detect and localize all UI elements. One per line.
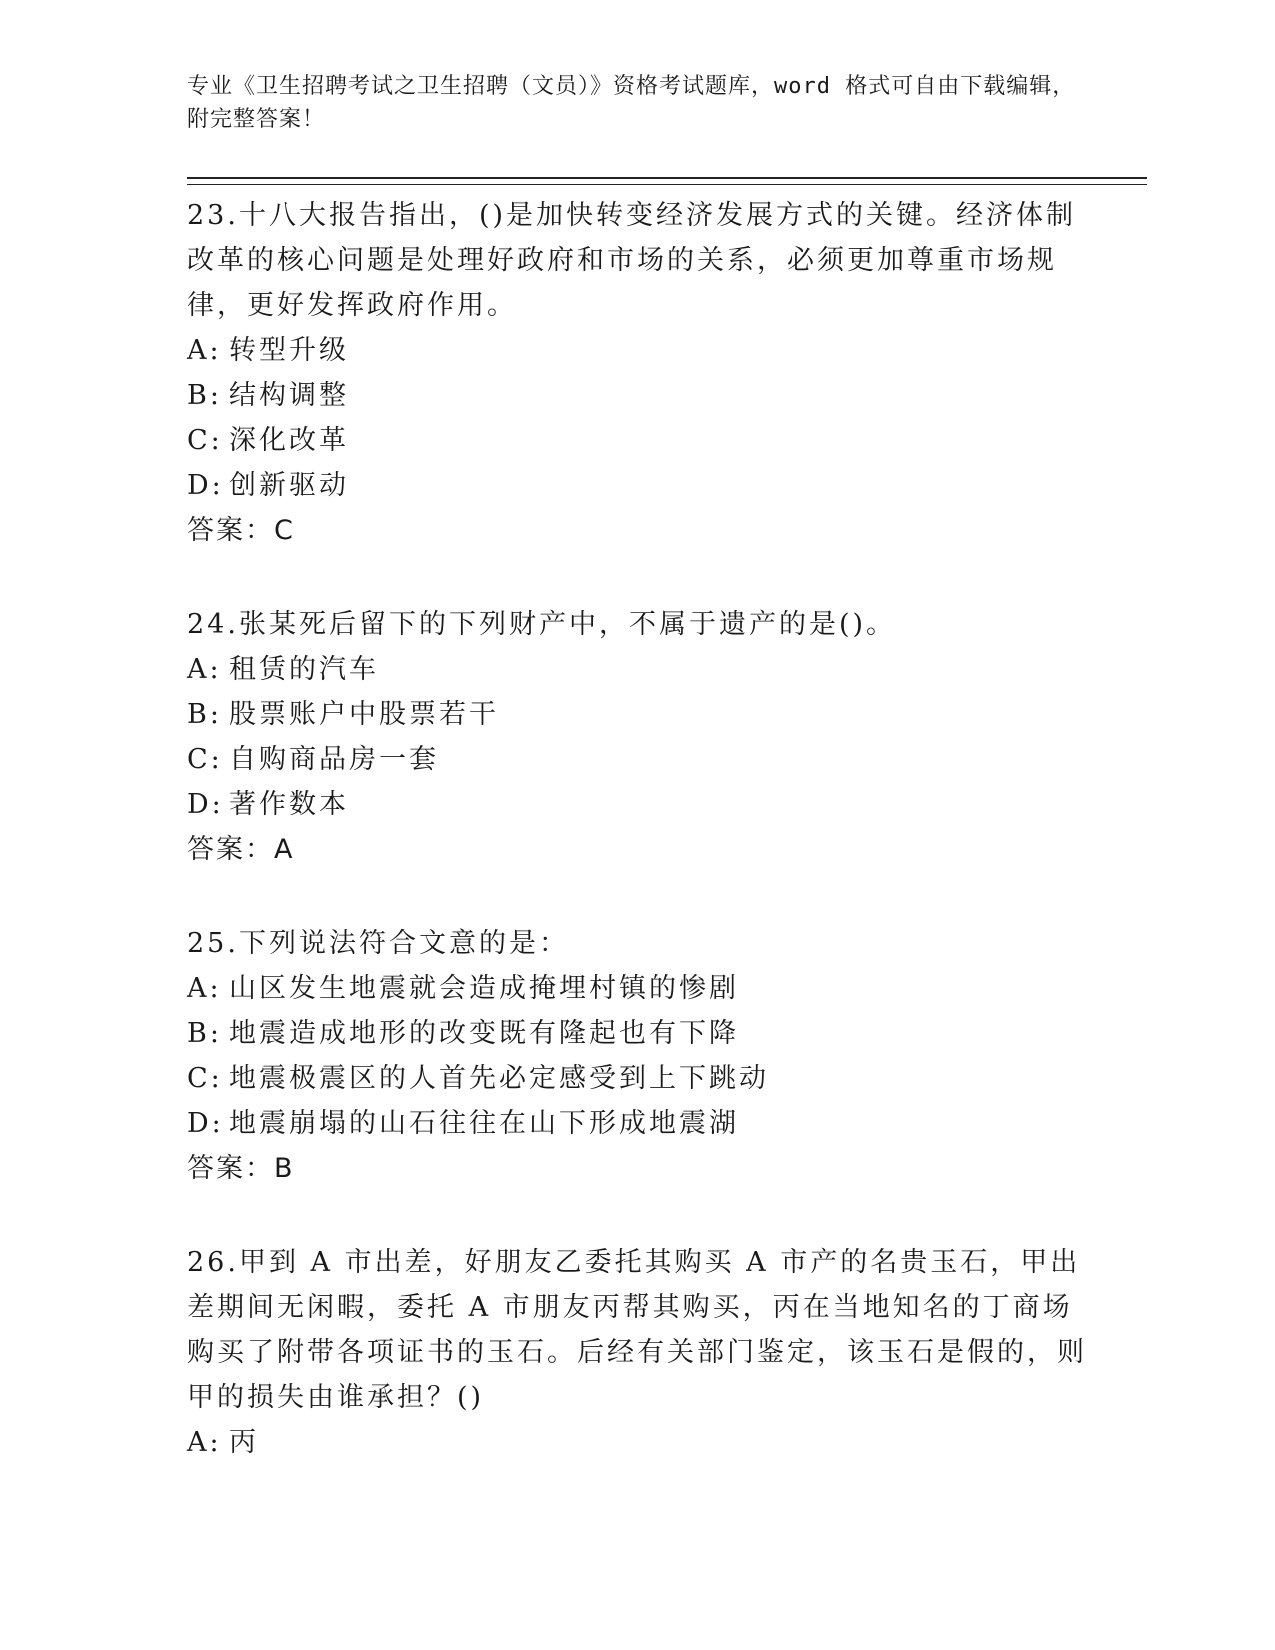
option-key: D: — [187, 470, 224, 501]
option-text: 地震崩塌的山石往往在山下形成地震湖 — [229, 1108, 739, 1139]
header-divider — [187, 177, 1147, 185]
option-text: 地震造成地形的改变既有隆起也有下降 — [229, 1018, 739, 1049]
option-text: 转型升级 — [229, 335, 349, 366]
question-item — [187, 193, 1147, 553]
question-item — [187, 921, 1147, 1191]
option-c — [187, 737, 1147, 782]
answer-line: 答案：C — [187, 515, 295, 546]
option-text: 深化改革 — [229, 425, 349, 456]
option-key: B: — [187, 1018, 222, 1049]
document-header: 专业《卫生招聘考试之卫生招聘（文员）》资格考试题库，word 格式可自由下载编辑，附完整答案！ — [187, 74, 1076, 132]
option-text: 自购商品房一套 — [229, 744, 439, 775]
option-text: 著作数本 — [229, 789, 349, 820]
option-text: 结构调整 — [229, 380, 349, 411]
option-a — [187, 328, 1147, 373]
option-key: D: — [187, 789, 224, 820]
option-d — [187, 782, 1147, 827]
option-d — [187, 1101, 1147, 1146]
option-b — [187, 692, 1147, 737]
option-text: 租赁的汽车 — [229, 654, 379, 685]
option-text: 股票账户中股票若干 — [229, 699, 499, 730]
option-a — [187, 647, 1147, 692]
question-list — [187, 193, 1147, 1465]
option-text: 地震极震区的人首先必定感受到上下跳动 — [229, 1063, 769, 1094]
option-key: C: — [187, 425, 223, 456]
question-stem: 24.张某死后留下的下列财产中，不属于遗产的是()。 — [187, 609, 897, 640]
option-b — [187, 373, 1147, 418]
option-key: A: — [187, 335, 222, 366]
option-text: 丙 — [229, 1427, 259, 1458]
option-c — [187, 418, 1147, 463]
option-key: B: — [187, 699, 222, 730]
option-d — [187, 463, 1147, 508]
option-key: A: — [187, 973, 222, 1004]
option-text: 山区发生地震就会造成掩埋村镇的惨剧 — [229, 973, 739, 1004]
option-key: C: — [187, 744, 223, 775]
question-stem: 26.甲到 A 市出差，好朋友乙委托其购买 A 市产的名贵玉石，甲出差期间无闲暇，委托 A 市朋友丙帮其购买，丙在当地知名的丁商场购买了附带各项证书的玉石。后经有关部门鉴定，该玉石是假的，则甲的损失由谁承担？() — [187, 1247, 1087, 1413]
option-text: 创新驱动 — [229, 470, 349, 501]
answer-line: 答案：A — [187, 834, 295, 865]
option-a — [187, 966, 1147, 1011]
option-key: B: — [187, 380, 222, 411]
option-a — [187, 1420, 1147, 1465]
question-item — [187, 602, 1147, 872]
question-stem: 23.十八大报告指出，()是加快转变经济发展方式的关键。经济体制改革的核心问题是处理好政府和市场的关系，必须更加尊重市场规律，更好发挥政府作用。 — [187, 200, 1077, 321]
option-key: A: — [187, 654, 222, 685]
answer-line: 答案：B — [187, 1153, 295, 1184]
document-page — [187, 70, 1147, 1514]
option-c — [187, 1056, 1147, 1101]
option-key: C: — [187, 1063, 223, 1094]
option-key: D: — [187, 1108, 224, 1139]
question-stem: 25.下列说法符合文意的是： — [187, 928, 569, 959]
question-item — [187, 1240, 1147, 1465]
option-b — [187, 1011, 1147, 1056]
option-key: A: — [187, 1427, 222, 1458]
